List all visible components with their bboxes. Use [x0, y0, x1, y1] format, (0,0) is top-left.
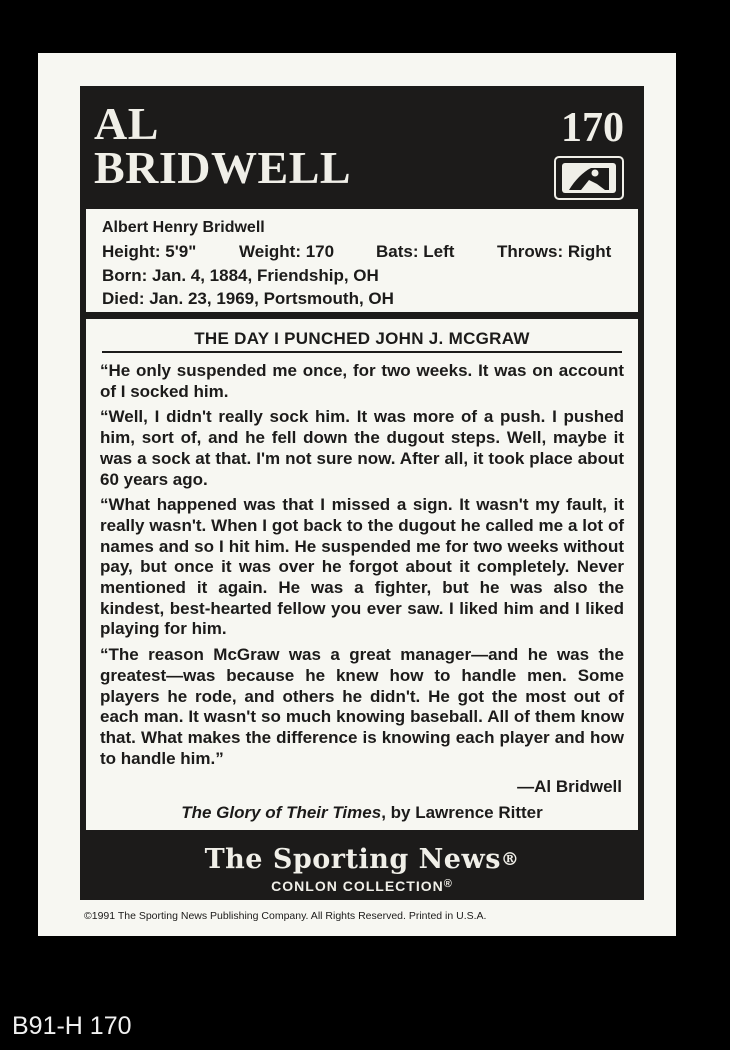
brand-name: The Sporting News — [204, 844, 501, 875]
card-number: 170 — [561, 105, 624, 151]
weight-stat: Weight: 170 — [239, 242, 335, 261]
story-paragraph: “The reason McGraw was a great manager—and he was the greatest—was because he knew how to handle men. Some players he rode, and others he didn't. He got the most out of each man. It wasn't so much knowing baseball. All of them know that. What makes the difference is knowing each player and how to handle him.” — [100, 645, 624, 768]
quote-source — [86, 803, 638, 823]
brand-subtitle — [80, 878, 644, 894]
source-book-title: The Glory of Their Times — [181, 803, 382, 822]
player-last-name: BRIDWELL — [94, 142, 352, 193]
collection-name: CONLON COLLECTION — [271, 878, 444, 894]
image-label: B91-H 170 — [12, 1012, 132, 1040]
full-name: Albert Henry Bridwell — [102, 219, 265, 236]
bats-stat: Bats: Left — [376, 242, 455, 261]
story-title: THE DAY I PUNCHED JOHN J. MCGRAW — [102, 329, 622, 353]
throws-stat: Throws: Right — [497, 242, 612, 261]
story-paragraph: “Well, I didn't really sock him. It was more of a push. I pushed him, sort of, and he fell down the dugout steps. Well, maybe it was a sock at that. I'm not sure now. After all, it took place about 60 years ago. — [100, 407, 624, 489]
card-frame — [80, 86, 644, 900]
registered-mark: ® — [500, 849, 520, 870]
story-paragraph: “He only suspended me once, for two weeks. It was on account of I socked him. — [100, 361, 624, 401]
physical-stats — [102, 242, 622, 262]
quote-attribution: —Al Bridwell — [517, 777, 622, 796]
player-first-name: AL — [94, 98, 159, 149]
height-stat: Height: 5'9" — [102, 242, 197, 261]
brand-footer — [80, 844, 644, 894]
bio-panel — [86, 209, 638, 312]
mlb-logo-icon — [554, 156, 624, 200]
trading-card-back — [38, 53, 676, 936]
source-author: , by Lawrence Ritter — [381, 803, 543, 822]
collection-registered-mark: ® — [443, 878, 453, 890]
brand-title — [80, 844, 644, 876]
copyright-notice: ©1991 The Sporting News Publishing Company. All Rights Reserved. Printed in U.S.A. — [84, 910, 487, 922]
player-name — [94, 98, 352, 193]
story-panel — [86, 319, 638, 830]
birth-info: Born: Jan. 4, 1884, Friendship, OH — [102, 266, 379, 285]
death-info: Died: Jan. 23, 1969, Portsmouth, OH — [102, 289, 394, 308]
story-body — [100, 361, 624, 774]
story-paragraph: “What happened was that I missed a sign. It wasn't my fault, it really wasn't. When I got back to the dugout he called me a lot of names and so I hit him. He suspended me for two weeks without pay, but once it was over he forgot about it completely. Never mentioned it again. He was a fighter, but he was also the kindest, best-hearted fellow you ever saw. I liked him and I liked playing for him. — [100, 495, 624, 639]
